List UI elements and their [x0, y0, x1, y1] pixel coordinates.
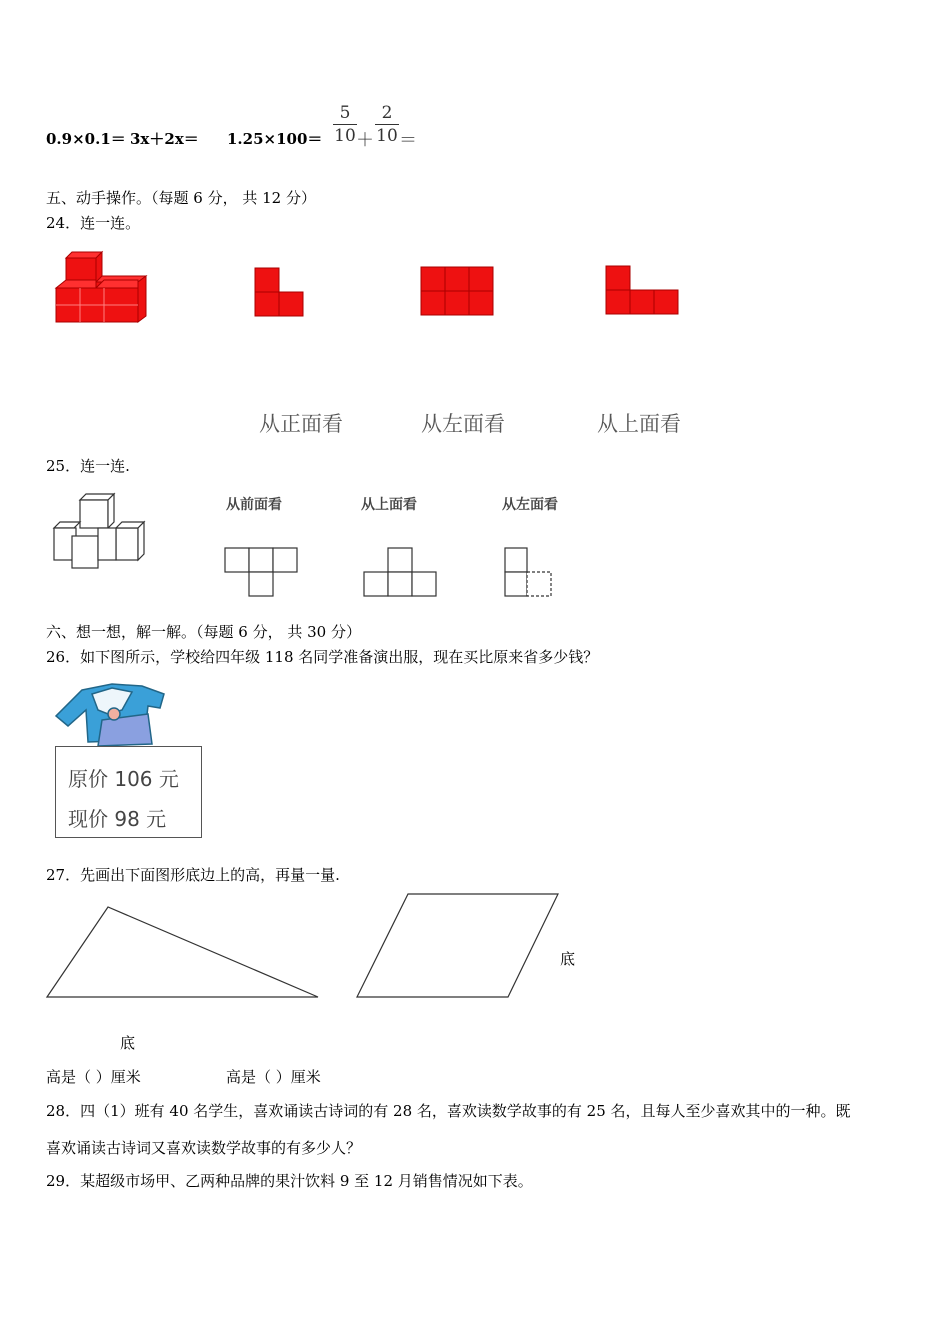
question-29: 29．某超级市场甲、乙两种品牌的果汁饮料 9 至 12 月销售情况如下表。: [46, 1172, 533, 1190]
fraction-denominator: 10: [376, 126, 398, 146]
view-shape-long-l: [604, 264, 682, 316]
view-label-left: 从左面看: [421, 412, 505, 436]
question-28-line-1: 28．四（1）班有 40 名学生，喜欢诵读古诗词的有 28 名，喜欢读数学故事的有 25 名，且每人至少喜欢其中的一种。既: [46, 1102, 851, 1120]
view-shape-l: [254, 266, 306, 318]
front-view-shape: [224, 546, 302, 600]
fraction-numerator: 2: [375, 102, 399, 125]
question-27: 27．先画出下面图形底边上的高，再量一量.: [46, 866, 340, 884]
red-cube-solid-figure: [52, 252, 152, 328]
top-view-shape: [362, 546, 440, 600]
cube-stack-figure: [50, 492, 150, 574]
equals-sign: ＝: [399, 130, 417, 151]
calc-item-2: 3x＋2x＝: [130, 130, 199, 148]
fraction-5-10: [333, 102, 357, 147]
height-blank-triangle: 高是（ ）厘米: [46, 1068, 141, 1086]
view-shape-2x3: [420, 266, 496, 318]
calc-item-3: 1.25×100＝: [227, 130, 323, 148]
section-6-heading: 六、想一想，解一解。（每题 6 分， 共 30 分）: [46, 623, 361, 641]
parallelogram-figure: [356, 892, 562, 1000]
triangle-figure: [46, 904, 322, 1000]
costume-illustration: [52, 680, 170, 748]
base-label-parallelogram: 底: [560, 950, 576, 968]
view-label-top: 从上面看: [597, 412, 681, 436]
price-box: [55, 746, 202, 838]
view-label-front-25: 从前面看: [226, 497, 282, 513]
height-blank-parallelogram: 高是（ ）厘米: [226, 1068, 321, 1086]
base-label-triangle: 底: [120, 1034, 136, 1052]
fraction-numerator: 5: [333, 102, 357, 125]
question-25: 25．连一连.: [46, 457, 130, 475]
plus-sign: ＋: [356, 130, 374, 151]
question-28-line-2: 喜欢诵读古诗词又喜欢读数学故事的有多少人？: [46, 1139, 362, 1157]
section-5-heading: 五、动手操作。（每题 6 分， 共 12 分）: [46, 189, 316, 207]
view-label-top-25: 从上面看: [361, 497, 417, 513]
question-24: 24．连一连。: [46, 214, 141, 232]
question-26: 26．如下图所示，学校给四年级 118 名同学准备演出服，现在买比原来省多少钱？: [46, 648, 599, 666]
calc-item-1: 0.9×0.1＝: [46, 130, 126, 148]
view-label-front: 从正面看: [259, 412, 343, 436]
fraction-2-10: [375, 102, 399, 147]
price-original: 原价 106 元: [68, 767, 179, 791]
view-label-left-25: 从左面看: [502, 497, 558, 513]
left-view-shape: [502, 546, 556, 600]
fraction-denominator: 10: [334, 126, 356, 146]
price-now: 现价 98 元: [68, 807, 167, 831]
